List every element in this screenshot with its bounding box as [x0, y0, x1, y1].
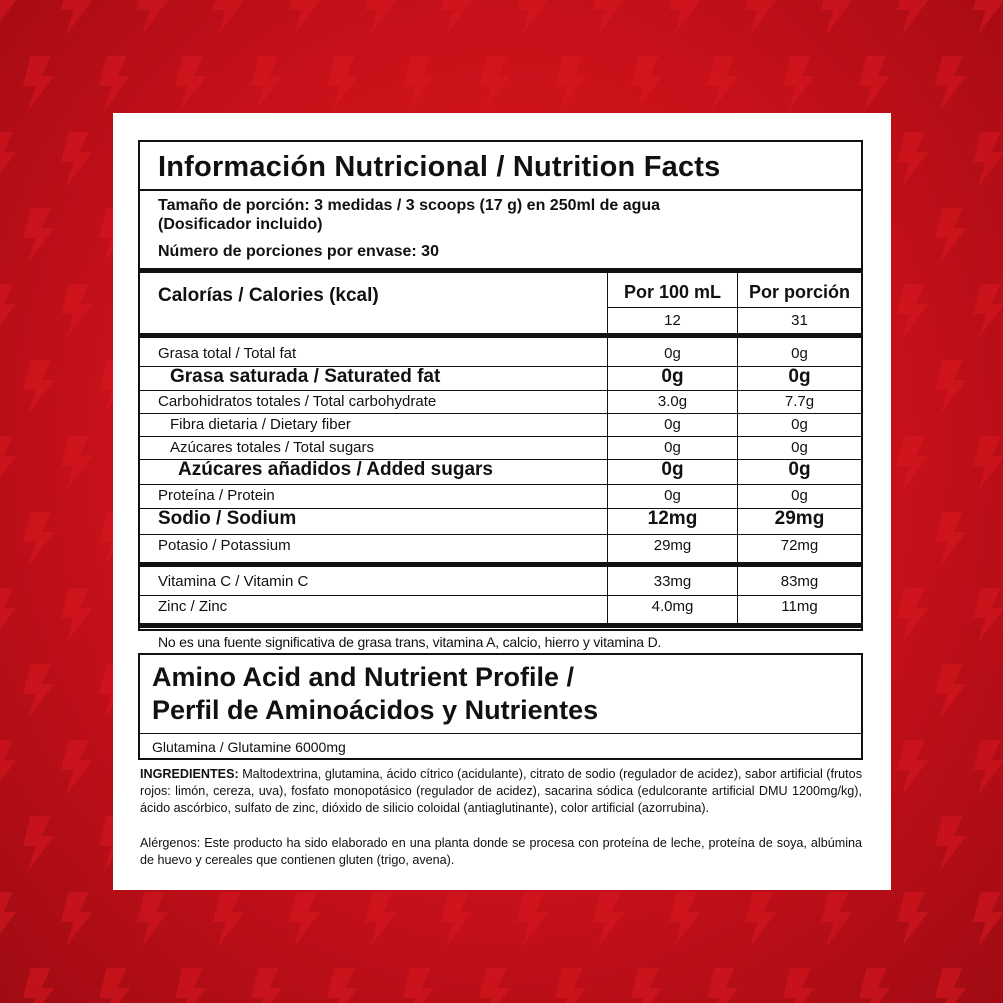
column-divider — [737, 338, 738, 562]
nutrient-label: Azúcares totales / Total sugars — [170, 439, 374, 456]
footnote: No es una fuente significativa de grasa trans, vitamina A, calcio, hierro y vitamina D. — [158, 634, 662, 650]
lightning-bolt-icon — [897, 284, 928, 339]
lightning-bolt-icon — [897, 436, 928, 491]
value-per-100ml: 0g — [664, 345, 681, 362]
lightning-bolt-icon — [365, 892, 396, 947]
lightning-bolt-icon — [213, 892, 244, 947]
lightning-bolt-icon — [897, 588, 928, 643]
lightning-bolt-icon — [175, 968, 206, 1003]
value-per-100ml: 4.0mg — [651, 598, 694, 615]
lightning-bolt-icon — [631, 56, 662, 111]
value-per-100ml: 29mg — [653, 537, 692, 554]
lightning-bolt-icon — [821, 0, 852, 35]
row-divider — [140, 413, 861, 414]
calories-per-100ml: 12 — [664, 312, 681, 329]
lightning-bolt-icon — [669, 0, 700, 35]
nutrition-facts-panel — [138, 140, 863, 650]
nutrient-label: Fibra dietaria / Dietary fiber — [170, 416, 351, 433]
lightning-bolt-icon — [707, 968, 738, 1003]
lightning-bolt-icon — [707, 56, 738, 111]
lightning-bolt-icon — [289, 892, 320, 947]
lightning-bolt-icon — [631, 968, 662, 1003]
lightning-bolt-icon — [403, 56, 434, 111]
thick-divider — [140, 623, 861, 628]
nutrient-label: Carbohidratos totales / Total carbohydrate — [158, 393, 437, 410]
lightning-bolt-icon — [479, 968, 510, 1003]
row-divider — [140, 484, 861, 485]
value-per-serving: 72mg — [780, 537, 819, 554]
label-card — [113, 113, 891, 890]
nutrient-label: Azúcares añadidos / Added sugars — [178, 459, 493, 480]
thick-divider — [140, 333, 861, 338]
value-per-serving: 0g — [791, 345, 808, 362]
lightning-bolt-icon — [897, 0, 928, 35]
lightning-bolt-icon — [0, 132, 16, 187]
lightning-bolt-icon — [935, 360, 966, 415]
ingredients-text — [140, 766, 862, 818]
serving-size-note: (Dosificador incluido) — [158, 216, 323, 233]
lightning-bolt-icon — [745, 0, 776, 35]
lightning-bolt-icon — [61, 588, 92, 643]
lightning-bolt-icon — [973, 740, 1003, 795]
lightning-bolt-icon — [23, 664, 54, 719]
lightning-bolt-icon — [555, 56, 586, 111]
column-header-per-100ml: Por 100 mL — [623, 282, 722, 302]
value-per-serving: 29mg — [774, 508, 825, 529]
amino-acid-panel — [138, 653, 863, 760]
lightning-bolt-icon — [935, 512, 966, 567]
allergens-text: Alérgenos: Este producto ha sido elaborado en una planta donde se procesa con proteína de leche, proteína de soya, albúmina de huevo y cereales que contienen gluten (trigo, avena). — [140, 836, 862, 868]
column-divider — [607, 338, 608, 562]
header-underline — [607, 307, 861, 308]
nutrient-label: Proteína / Protein — [158, 487, 275, 504]
ingredients-list: Maltodextrina, glutamina, ácido cítrico (acidulante), citrato de sodio (regulador de acidez), sabor artificial (frutos rojos: limón, cereza, uva), fosfato monopotásico (regulador de acidez), sacarina sódica (edulcorante artificial DMU 1200mg/kg), ácido ascórbico, sulfato de zinc, dióxido de silicio coloidal (antiaglutinante), color artificial (azorrubina). — [140, 767, 862, 816]
lightning-bolt-icon — [897, 740, 928, 795]
lightning-bolt-icon — [669, 892, 700, 947]
lightning-bolt-icon — [935, 968, 966, 1003]
lightning-bolt-icon — [0, 892, 16, 947]
amino-title-line2: Perfil de Aminoácidos y Nutrientes — [152, 695, 599, 725]
value-per-serving: 0g — [788, 459, 811, 480]
value-per-100ml: 0g — [661, 366, 684, 387]
calories-per-serving: 31 — [791, 312, 808, 329]
value-per-100ml: 0g — [664, 416, 681, 433]
lightning-bolt-icon — [99, 56, 130, 111]
nutrition-facts-title: Información Nutricional / Nutrition Facts — [158, 151, 721, 183]
lightning-bolt-icon — [365, 0, 396, 35]
lightning-bolt-icon — [555, 968, 586, 1003]
lightning-bolt-icon — [23, 208, 54, 263]
lightning-bolt-icon — [973, 436, 1003, 491]
lightning-bolt-icon — [973, 588, 1003, 643]
lightning-bolt-icon — [61, 0, 92, 35]
lightning-bolt-icon — [935, 816, 966, 871]
lightning-bolt-icon — [175, 56, 206, 111]
lightning-bolt-icon — [137, 0, 168, 35]
lightning-bolt-icon — [289, 0, 320, 35]
serving-size: Tamaño de porción: 3 medidas / 3 scoops (17 g) en 250ml de agua — [158, 197, 661, 214]
nutrient-label: Sodio / Sodium — [158, 508, 297, 529]
lightning-bolt-icon — [593, 0, 624, 35]
row-divider — [140, 436, 861, 437]
lightning-bolt-icon — [61, 284, 92, 339]
lightning-bolt-icon — [935, 56, 966, 111]
lightning-bolt-icon — [61, 740, 92, 795]
lightning-bolt-icon — [0, 284, 16, 339]
lightning-bolt-icon — [61, 436, 92, 491]
lightning-bolt-icon — [517, 892, 548, 947]
servings-per-container: Número de porciones por envase: 30 — [158, 243, 439, 260]
value-per-serving: 0g — [788, 366, 811, 387]
lightning-bolt-icon — [23, 816, 54, 871]
lightning-bolt-icon — [935, 208, 966, 263]
title-divider — [140, 189, 861, 191]
lightning-bolt-icon — [897, 132, 928, 187]
lightning-bolt-icon — [745, 892, 776, 947]
amino-title-line1: Amino Acid and Nutrient Profile / — [152, 662, 575, 692]
lightning-bolt-icon — [213, 0, 244, 35]
column-divider — [737, 273, 738, 333]
thick-divider — [140, 268, 861, 273]
value-per-serving: 83mg — [780, 573, 819, 590]
lightning-bolt-icon — [593, 892, 624, 947]
glutamine-amount: Glutamina / Glutamine 6000mg — [152, 739, 346, 755]
lightning-bolt-icon — [441, 892, 472, 947]
calories-label: Calorías / Calories (kcal) — [158, 285, 379, 306]
value-per-serving: 0g — [791, 439, 808, 456]
amino-title — [152, 661, 598, 727]
lightning-bolt-icon — [251, 56, 282, 111]
lightning-bolt-icon — [137, 892, 168, 947]
lightning-bolt-icon — [859, 968, 890, 1003]
lightning-bolt-icon — [0, 588, 16, 643]
value-per-serving: 11mg — [781, 598, 818, 615]
lightning-bolt-icon — [859, 56, 890, 111]
lightning-bolt-icon — [973, 892, 1003, 947]
lightning-bolt-icon — [251, 968, 282, 1003]
lightning-bolt-icon — [973, 284, 1003, 339]
nutrient-label: Grasa total / Total fat — [158, 345, 297, 362]
value-per-100ml: 3.0g — [657, 393, 688, 410]
value-per-100ml: 0g — [661, 459, 684, 480]
lightning-bolt-icon — [935, 664, 966, 719]
thick-divider — [140, 562, 861, 567]
row-divider — [140, 534, 861, 535]
lightning-bolt-icon — [23, 56, 54, 111]
ingredients-label: INGREDIENTES: — [140, 767, 239, 781]
lightning-bolt-icon — [23, 512, 54, 567]
lightning-bolt-icon — [479, 56, 510, 111]
lightning-bolt-icon — [61, 892, 92, 947]
lightning-bolt-icon — [783, 968, 814, 1003]
column-divider — [607, 567, 608, 623]
lightning-bolt-icon — [99, 968, 130, 1003]
column-header-per-serving: Por porción — [748, 282, 850, 302]
amino-divider — [140, 733, 861, 734]
value-per-100ml: 12mg — [647, 508, 698, 529]
value-per-serving: 0g — [791, 416, 808, 433]
lightning-bolt-icon — [0, 436, 16, 491]
lightning-bolt-icon — [0, 740, 16, 795]
lightning-bolt-icon — [783, 56, 814, 111]
value-per-100ml: 33mg — [653, 573, 692, 590]
lightning-bolt-icon — [23, 360, 54, 415]
lightning-bolt-icon — [327, 56, 358, 111]
column-divider — [737, 567, 738, 623]
lightning-bolt-icon — [897, 892, 928, 947]
value-per-100ml: 0g — [664, 439, 681, 456]
value-per-serving: 7.7g — [784, 393, 815, 410]
lightning-bolt-icon — [973, 0, 1003, 35]
value-per-serving: 0g — [791, 487, 808, 504]
lightning-bolt-icon — [327, 968, 358, 1003]
lightning-bolt-icon — [517, 0, 548, 35]
value-per-100ml: 0g — [664, 487, 681, 504]
nutrient-label: Potasio / Potassium — [158, 537, 291, 554]
lightning-bolt-icon — [821, 892, 852, 947]
lightning-bolt-icon — [61, 132, 92, 187]
nutrient-label: Vitamina C / Vitamin C — [158, 573, 309, 590]
row-divider — [140, 390, 861, 391]
nutrient-label: Grasa saturada / Saturated fat — [170, 366, 441, 387]
nutrient-label: Zinc / Zinc — [158, 598, 228, 615]
lightning-bolt-icon — [23, 968, 54, 1003]
column-divider — [607, 273, 608, 333]
lightning-bolt-icon — [441, 0, 472, 35]
lightning-bolt-icon — [973, 132, 1003, 187]
row-divider — [140, 595, 861, 596]
lightning-bolt-icon — [403, 968, 434, 1003]
lightning-bolt-icon — [0, 0, 16, 35]
